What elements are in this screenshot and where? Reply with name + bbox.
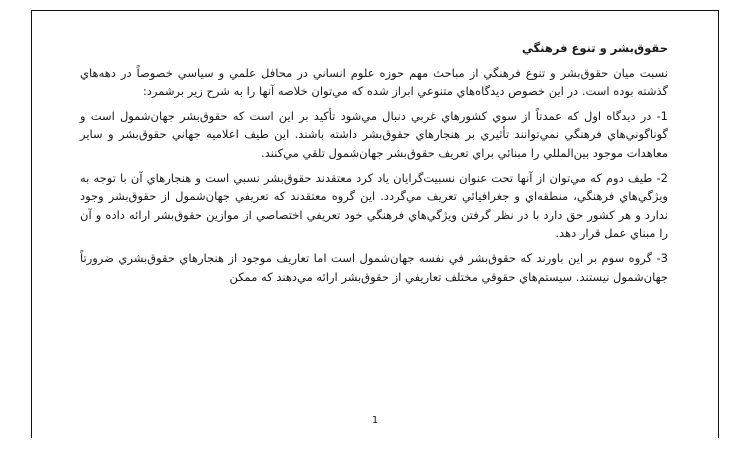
paragraph-view-3: 3- گروه سوم بر اين باورند كه حقوق‌بشر في نفسه جهان‌شمول است اما تعاريف موجود از هنجارهاي حقوق‌بشري ضرورتاً جهان‌شمول نيستند. سيستم‌هاي حقوقي مختلف تعاريفي از حقوق‌بشر ارائه مي‌دهند كه ممكن [80,250,668,284]
document-page [31,10,719,438]
paragraph-intro: نسبت ميان حقوق‌بشر و تنوع فرهنگي از مباحث مهم حوزه علوم انساني در محافل علمي و سياسي خصوصاً در دهه‌هاي گذشته بوده است. در اين خصوص ديدگاه‌هاي متنوعي ابراز شده كه مي‌توان خلاصه آنها را به شرح زير برشمرد: [80,65,668,99]
paragraph-view-2: 2- طيف دوم كه مي‌توان از آنها تحت عنوان نسبيت‌گرايان ياد كرد معتقدند حقوق‌بشر نسبي است و هنجارهاي آن با توجه به ويژگي‌هاي فرهنگي، منطقه‌اي و جغرافيائي تعريف مي‌گردد. اين گروه معتقدند كه تعريفي جهان‌شمول از حقوق‌بشر وجود ندارد و هر كشور حق دارد با در نظر گرفتن ويژگي‌هاي فرهنگي خود تعريفي اختصاصي از موازين حقوق‌بشر ارائه داده و آن را مبناي عمل قرار دهد. [80,170,668,241]
document-body [80,39,668,292]
paragraph-view-1: 1- در ديدگاه اول كه عمدتاً از سوي كشورهاي غربي دنبال مي‌شود تأكيد بر اين است كه حقوق‌بشر جهان‌شمول است و گوناگوني‌هاي فرهنگي نمي‌توانند تأثيري بر هنجارهاي حقوق‌بشر داشته باشند. اين طيف اعلاميه جهاني حقوق‌بشر و ساير معاهدات موجود بين‌المللي را مبنائي براي تعريف حقوق‌بشر جهان‌شمول تلقي مي‌كنند. [80,108,668,160]
document-title: حقوق‌بشر و تنوع فرهنگي [521,41,668,55]
page-number: 1 [371,415,379,426]
